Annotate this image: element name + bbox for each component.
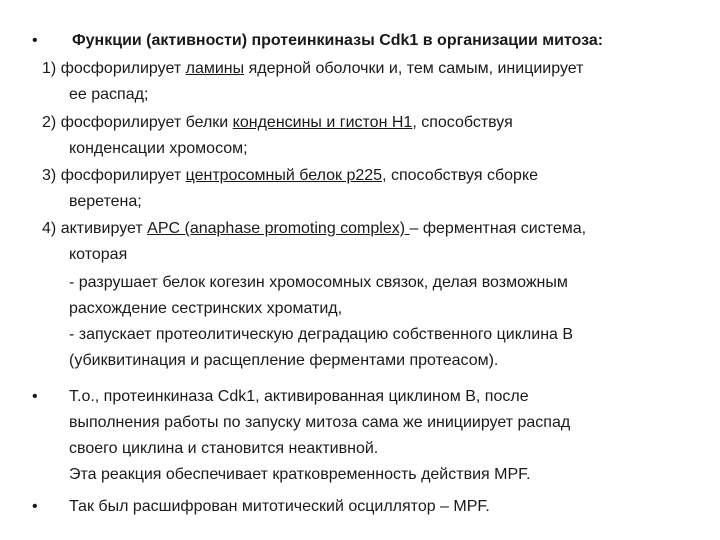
list-item: 4) активирует APC (anaphase promoting complex) – ферментная система, <box>42 220 587 237</box>
list-item: 1) фосфорилирует ламины ядерной оболочки и, тем самым, инициирует <box>42 60 584 77</box>
list-item: 2) фосфорилирует белки конденсины и гистон Н1, способствуя <box>42 114 513 131</box>
bullet-icon: • <box>32 388 38 405</box>
underlined-term: конденсины и гистон Н1 <box>232 114 413 131</box>
summary-line: Т.о., протеинкиназа Cdk1, активированная циклином B, после <box>69 388 529 405</box>
summary-line: своего циклина и становится неактивной. <box>69 440 379 457</box>
list-item-continuation: конденсации хромосом; <box>69 140 248 157</box>
bullet-icon: • <box>32 32 38 49</box>
bullet-icon: • <box>32 498 38 515</box>
underlined-term: центросомный белок p225 <box>185 167 383 184</box>
list-item-continuation: веретена; <box>69 193 142 210</box>
underlined-term: APC (anaphase promoting complex) <box>147 220 410 237</box>
underlined-term: ламины <box>185 60 245 77</box>
sub-line: (убиквитинация и расщепление ферментами протеасом). <box>69 352 499 369</box>
list-item-continuation: ее распад; <box>69 86 149 103</box>
sub-line: - запускает протеолитическую деградацию собственного циклина B <box>69 326 574 343</box>
final-statement: Так был расшифрован митотический осциллятор – MPF. <box>69 498 490 515</box>
sub-line: расхождение сестринских хроматид, <box>69 300 343 317</box>
list-item-continuation: которая <box>69 246 128 263</box>
list-item: 3) фосфорилирует центросомный белок p225, способствуя сборке <box>42 167 539 184</box>
summary-line: Эта реакция обеспечивает кратковременность действия MPF. <box>69 466 531 483</box>
heading: Функции (активности) протеинкиназы Cdk1 в организации митоза: <box>72 32 604 49</box>
summary-line: выполнения работы по запуску митоза сама же инициирует распад <box>69 414 571 431</box>
sub-line: - разрушает белок когезин хромосомных связок, делая возможным <box>69 274 568 291</box>
